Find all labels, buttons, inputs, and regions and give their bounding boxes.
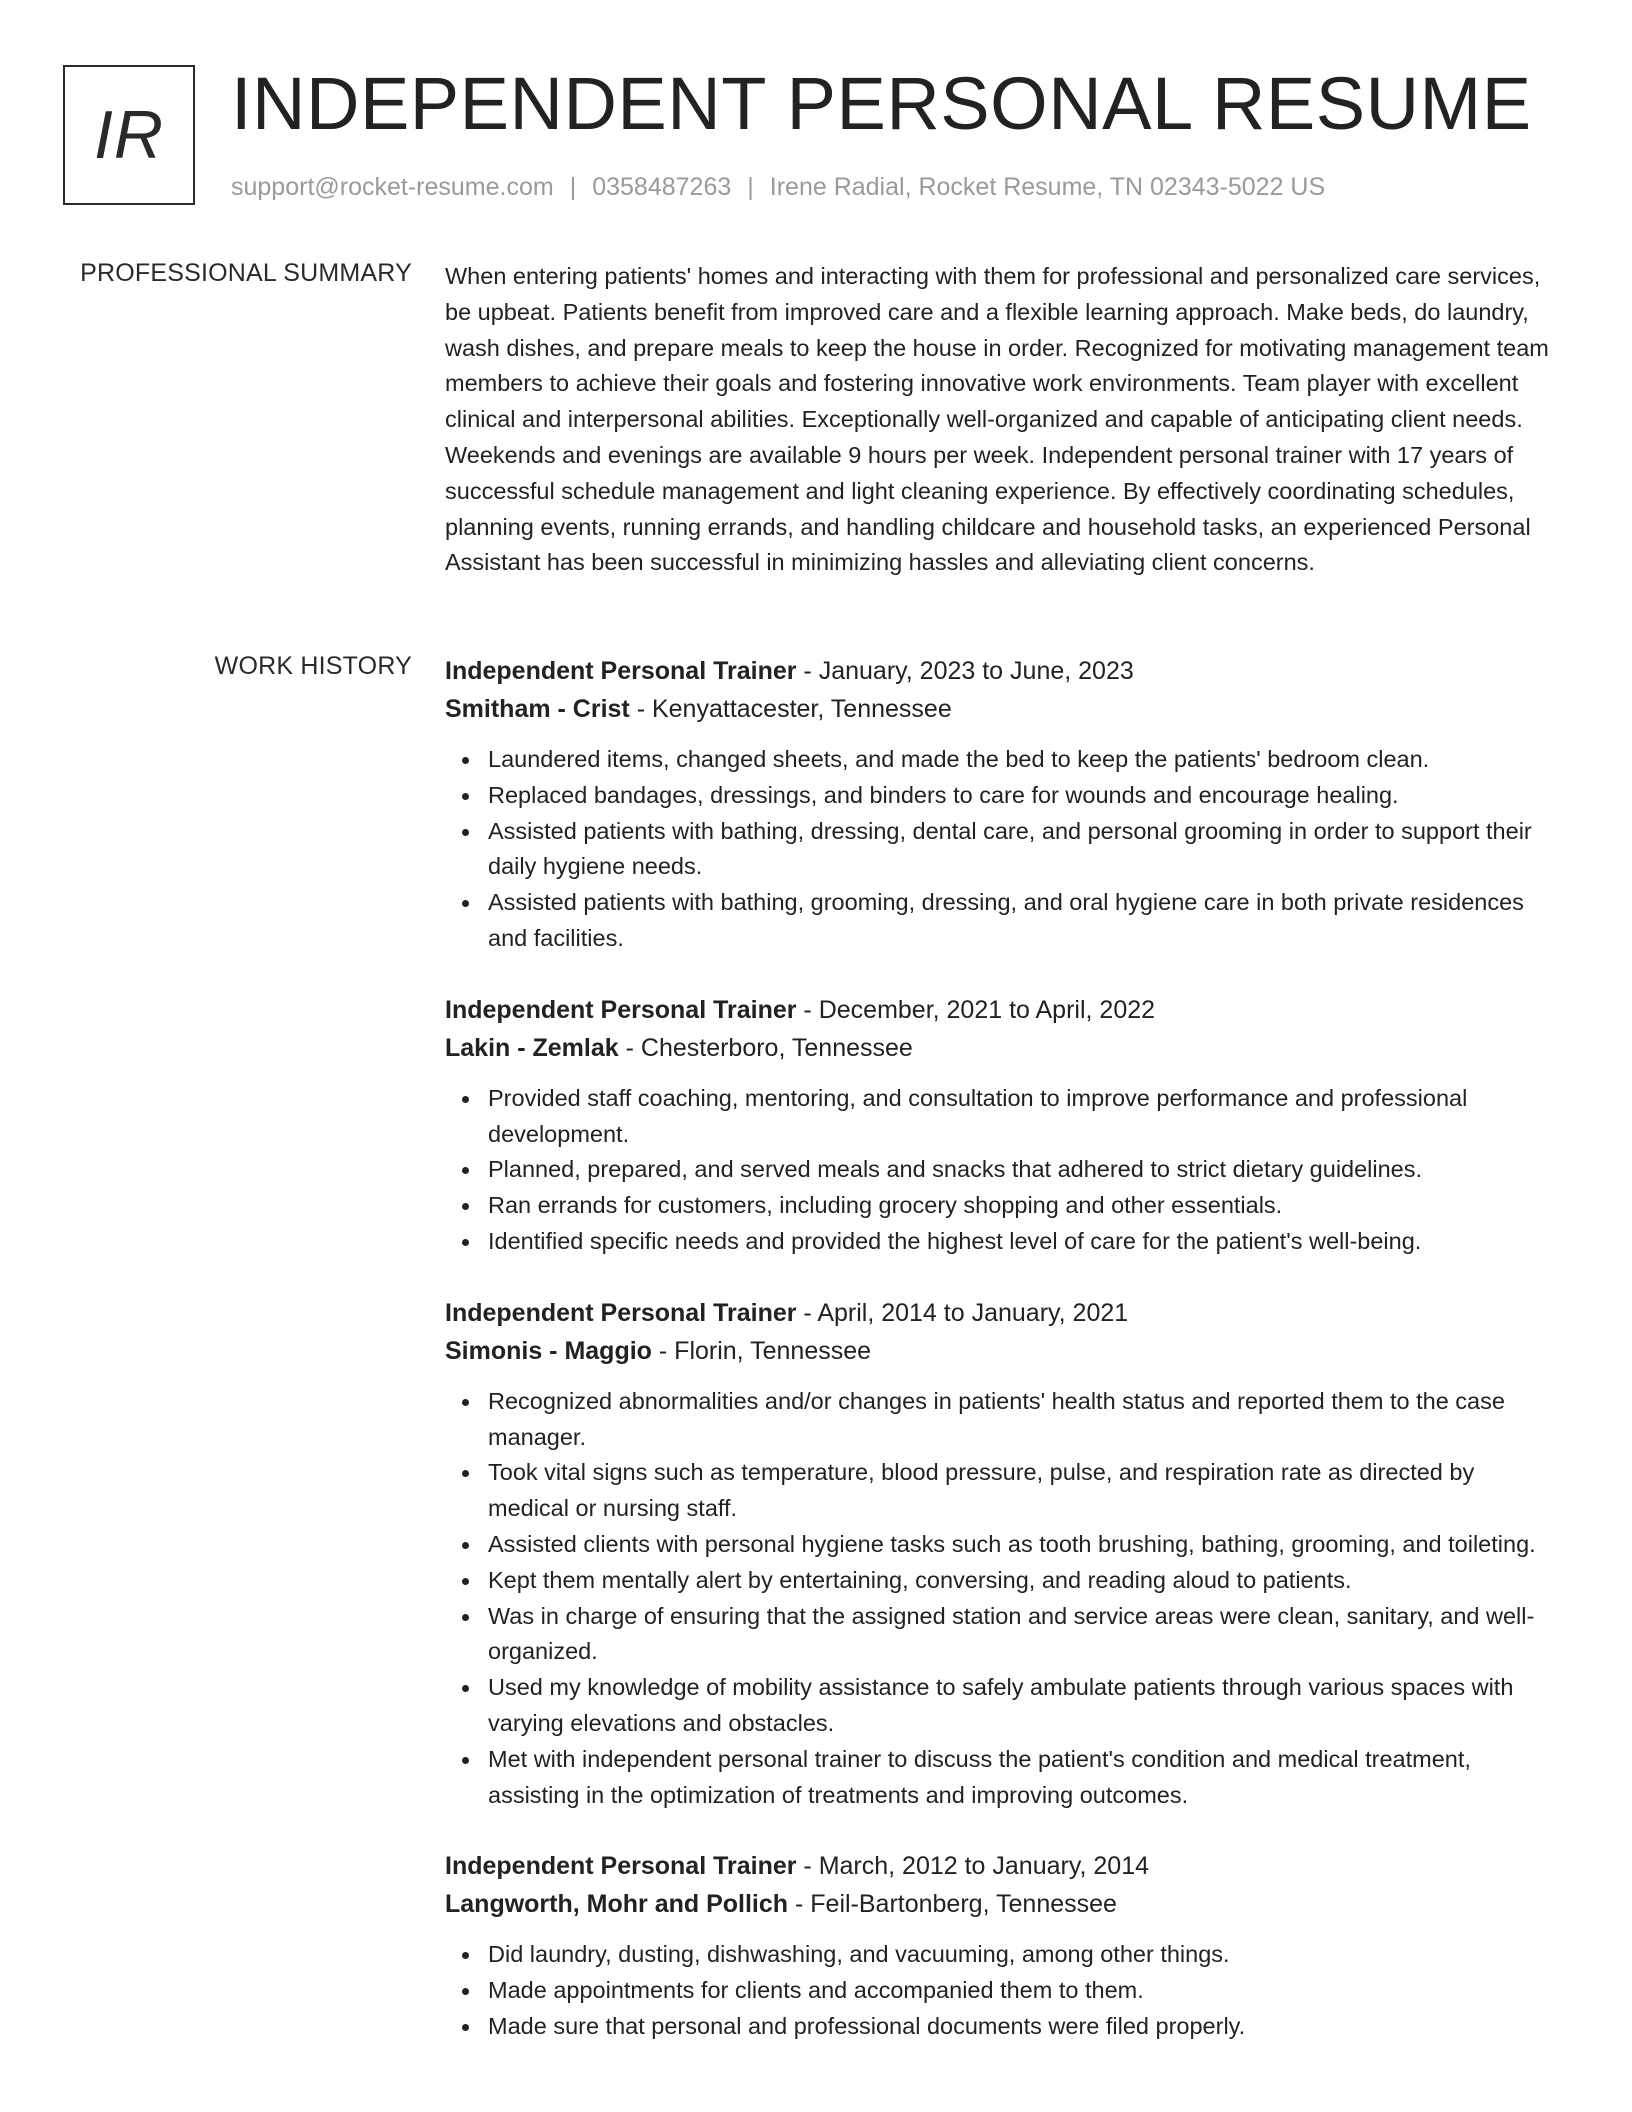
contact-line — [231, 173, 1325, 202]
job-entry — [445, 652, 1560, 957]
list-item: Used my knowledge of mobility assistance to safely ambulate patients through various spaces with varying elevations and obstacles. — [488, 1670, 1560, 1742]
contact-separator: | — [747, 173, 754, 201]
job-company: Lakin - Zemlak — [445, 1033, 619, 1062]
resume-header — [63, 62, 1583, 215]
job-employer — [445, 1029, 1560, 1067]
list-item: Identified specific needs and provided the highest level of care for the patient's well-being. — [488, 1224, 1560, 1260]
list-item: Took vital signs such as temperature, blood pressure, pulse, and respiration rate as directed by medical or nursing staff. — [488, 1455, 1560, 1527]
list-item: Planned, prepared, and served meals and snacks that adhered to strict dietary guidelines. — [488, 1152, 1560, 1188]
job-header — [445, 991, 1560, 1029]
contact-separator: | — [569, 173, 577, 201]
job-title: Independent Personal Trainer — [445, 657, 797, 685]
contact-email: support@rocket-resume.com — [231, 173, 554, 201]
job-company: Smitham - Crist — [445, 695, 630, 723]
list-item: Recognized abnormalities and/or changes in patients' health status and reported them to the case manager. — [488, 1384, 1560, 1456]
job-entry — [445, 1847, 1560, 2044]
job-dates: - April, 2014 to January, 2021 — [796, 1298, 1129, 1327]
list-item: Made appointments for clients and accompanied them to them. — [488, 1973, 1560, 2009]
list-item: Assisted patients with bathing, dressing, dental care, and personal grooming in order to support their daily hygiene needs. — [488, 814, 1560, 886]
job-location: - Feil-Bartonberg, Tennessee — [788, 1890, 1117, 1919]
job-title: Independent Personal Trainer — [445, 995, 797, 1024]
job-dates: - March, 2012 to January, 2014 — [796, 1852, 1149, 1881]
job-company: Langworth, Mohr and Pollich — [445, 1890, 789, 1919]
summary-text: When entering patients' homes and interacting with them for professional and personalized care services, be upbeat. Patients benefit from improved care and a flexible learning approach. Make beds, do laundry, wash dishes, and prepare meals to keep the house in order. Recognized for motivating management team members to achieve their goals and fostering innovative work environments. Team player with excellent clinical and interpersonal abilities. Exceptionally well-organized and capable of anticipating client needs. Weekends and evenings are available 9 hours per week. Independent personal trainer with 17 years of successful schedule management and light cleaning experience. By effectively coordinating schedules, planning events, running errands, and handling childcare and household tasks, an experienced Personal Assistant has been successful in minimizing hassles and alleviating client concerns. — [445, 263, 1549, 576]
job-dates: - January, 2023 to June, 2023 — [796, 657, 1134, 685]
job-header — [445, 1847, 1560, 1885]
job-bullets — [445, 1937, 1560, 2044]
list-item: Ran errands for customers, including grocery shopping and other essentials. — [488, 1188, 1560, 1224]
list-item: Assisted clients with personal hygiene tasks such as tooth brushing, bathing, grooming, and toileting. — [488, 1527, 1560, 1563]
list-item: Kept them mentally alert by entertaining, conversing, and reading aloud to patients. — [488, 1563, 1560, 1599]
job-employer — [445, 1332, 1560, 1370]
work-history-list — [445, 652, 1560, 2045]
job-employer — [445, 690, 1560, 728]
job-title: Independent Personal Trainer — [445, 1298, 797, 1327]
list-item: Replaced bandages, dressings, and binders to care for wounds and encourage healing. — [488, 778, 1560, 814]
job-entry — [445, 991, 1560, 1260]
list-item: Did laundry, dusting, dishwashing, and vacuuming, among other things. — [488, 1937, 1560, 1973]
job-bullets — [445, 1081, 1560, 1260]
job-title: Independent Personal Trainer — [445, 1852, 797, 1881]
list-item: Provided staff coaching, mentoring, and consultation to improve performance and professional development. — [488, 1081, 1560, 1153]
list-item: Assisted patients with bathing, grooming, dressing, and oral hygiene care in both private residences and facilities. — [488, 885, 1560, 957]
job-header — [445, 1294, 1560, 1332]
list-item: Laundered items, changed sheets, and made the bed to keep the patients' bedroom clean. — [488, 742, 1560, 778]
contact-phone: 0358487263 — [592, 173, 732, 201]
contact-address: Irene Radial, Rocket Resume, TN 02343-5022 US — [769, 173, 1326, 201]
monogram-logo: IR — [63, 65, 195, 205]
job-location: - Kenyattacester, Tennessee — [629, 695, 952, 723]
job-bullets — [445, 1384, 1560, 1814]
resume-title: INDEPENDENT PERSONAL RESUME — [231, 62, 1532, 145]
list-item: Made sure that personal and professional documents were filed properly. — [488, 2009, 1560, 2045]
job-location: - Florin, Tennessee — [651, 1336, 872, 1365]
list-item: Was in charge of ensuring that the assigned station and service areas were clean, sanitary, and well-organized. — [488, 1599, 1560, 1671]
job-company: Simonis - Maggio — [445, 1336, 652, 1365]
job-location: - Chesterboro, Tennessee — [618, 1033, 913, 1062]
job-employer — [445, 1885, 1560, 1923]
job-entry — [445, 1294, 1560, 1814]
section-label-summary: PROFESSIONAL SUMMARY — [80, 259, 412, 287]
job-bullets — [445, 742, 1560, 957]
section-label-work: WORK HISTORY — [214, 652, 412, 680]
job-dates: - December, 2021 to April, 2022 — [796, 995, 1156, 1024]
list-item: Met with independent personal trainer to discuss the patient's condition and medical treatment, assisting in the optimization of treatments and improving outcomes. — [488, 1742, 1560, 1814]
job-header — [445, 652, 1560, 690]
